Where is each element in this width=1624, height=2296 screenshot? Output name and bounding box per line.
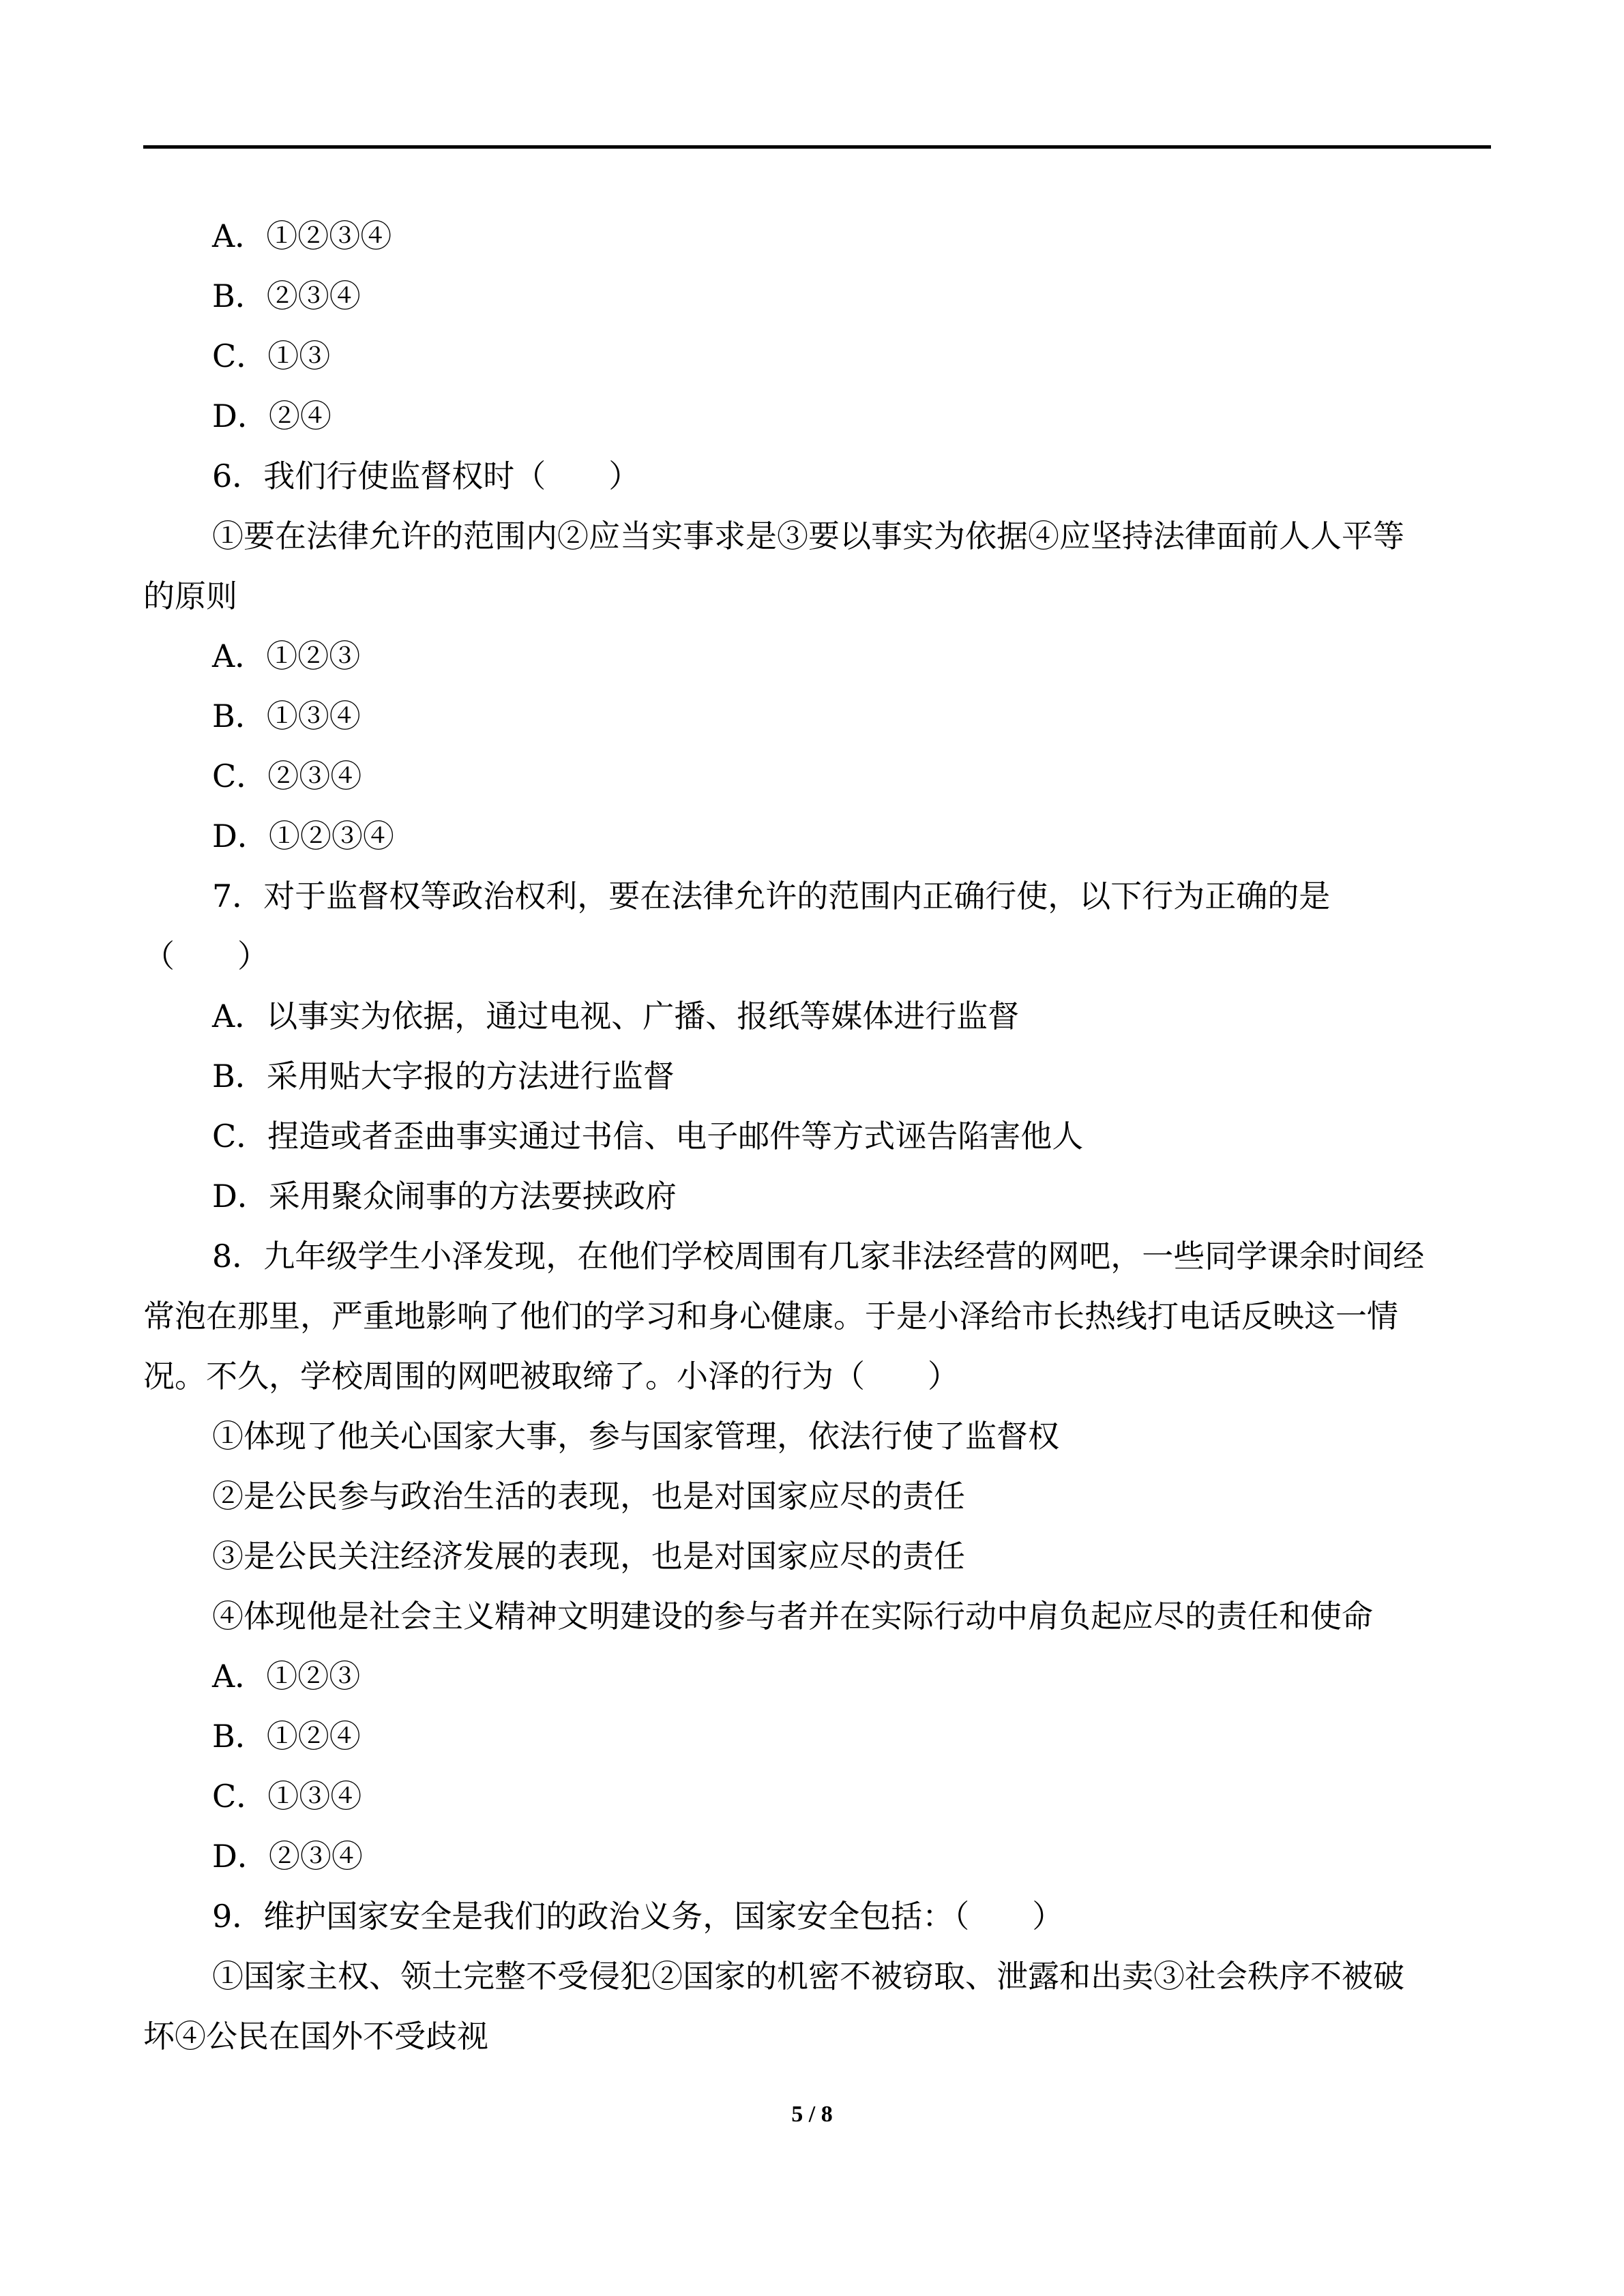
q8-option-a: A．①②③ (212, 1658, 361, 1695)
q7-stem: 7．对于监督权等政治权利，要在法律允许的范围内正确行使，以下行为正确的是 (212, 878, 1331, 914)
q6-statements: ①要在法律允许的范围内②应当实事求是③要以事实为依据④应坚持法律面前人人平等 (212, 518, 1404, 554)
q8-stem: 8．九年级学生小泽发现，在他们学校周围有几家非法经营的网吧，一些同学课余时间经 (212, 1238, 1425, 1274)
page-number: 5 / 8 (791, 2102, 833, 2127)
q9-stem: 9．维护国家安全是我们的政治义务，国家安全包括：（ ） (212, 1898, 1064, 1935)
q6-option-d: D．①②③④ (212, 818, 394, 854)
q6-statements-cont: 的原则 (143, 578, 237, 614)
q6-option-a: A．①②③ (212, 638, 361, 674)
q5-option-b: B．②③④ (212, 278, 361, 314)
q6-stem: 6．我们行使监督权时（ ） (212, 458, 640, 494)
q9-statements-cont: 坏④公民在国外不受歧视 (143, 2018, 488, 2055)
q8-stem-cont-1: 常泡在那里，严重地影响了他们的学习和身心健康。于是小泽给市长热线打电话反映这一情 (143, 1298, 1398, 1335)
q7-option-c: C．捏造或者歪曲事实通过书信、电子邮件等方式诬告陷害他人 (212, 1118, 1084, 1154)
q5-option-a: A．①②③④ (212, 218, 392, 254)
q8-statement-4: ④体现他是社会主义精神文明建设的参与者并在实际行动中肩负起应尽的责任和使命 (212, 1598, 1373, 1635)
q7-option-a: A．以事实为依据，通过电视、广播、报纸等媒体进行监督 (212, 998, 1020, 1034)
q8-statement-2: ②是公民参与政治生活的表现，也是对国家应尽的责任 (212, 1478, 965, 1515)
q5-option-c: C．①③ (212, 338, 331, 374)
q9-statements: ①国家主权、领土完整不受侵犯②国家的机密不被窃取、泄露和出卖③社会秩序不被破 (212, 1958, 1404, 1995)
q8-option-d: D．②③④ (212, 1838, 363, 1875)
q6-option-b: B．①③④ (212, 698, 361, 734)
q6-option-c: C．②③④ (212, 758, 362, 794)
q7-option-b: B．采用贴大字报的方法进行监督 (212, 1058, 675, 1094)
q7-stem-cont: （ ） (143, 938, 269, 974)
q8-statement-1: ①体现了他关心国家大事，参与国家管理，依法行使了监督权 (212, 1418, 1059, 1455)
q8-option-b: B．①②④ (212, 1718, 361, 1755)
q7-option-d: D．采用聚众闹事的方法要挟政府 (212, 1178, 677, 1214)
q8-statement-3: ③是公民关注经济发展的表现，也是对国家应尽的责任 (212, 1538, 965, 1575)
q8-stem-cont-2: 况。不久，学校周围的网吧被取缔了。小泽的行为（ ） (143, 1358, 959, 1395)
q5-option-d: D．②④ (212, 398, 331, 434)
q8-option-c: C．①③④ (212, 1778, 362, 1815)
